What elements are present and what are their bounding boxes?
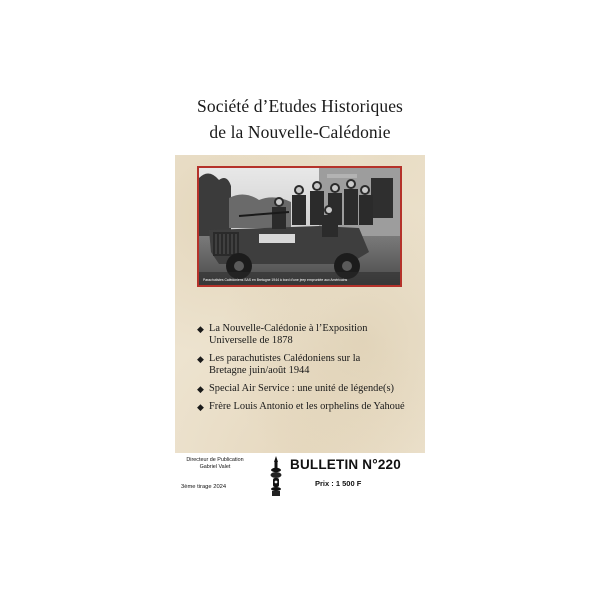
list-item [197,383,417,395]
director-name: Gabriel Valet [199,463,231,470]
society-title-line1: Société d’Etudes Historiques [197,96,403,116]
list-item-line1: Special Air Service : une unité de légende(s) [209,383,394,394]
society-title-line2: de la Nouvelle-Calédonie [209,122,391,142]
list-item-line1: La Nouvelle-Calédonie à l’Exposition [209,323,368,334]
bulletin-number: BULLETIN N°220 [290,457,401,472]
diamond-bullet-icon: ◆ [197,324,204,334]
contents-list [197,323,417,419]
footer-band [175,453,425,510]
director-label: Directeur de Publication [186,457,244,463]
list-item-line1: Frère Louis Antonio et les orphelins de Yahoué [209,401,405,412]
publication-director [180,457,250,470]
diamond-bullet-icon: ◆ [197,384,204,394]
list-item [197,323,417,347]
list-item-line1: Les parachutistes Calédoniens sur la [209,353,361,364]
print-run: 3ème tirage 2024 [181,484,227,490]
price-label: Prix : 1 500 F [315,479,362,488]
book-cover [175,88,425,510]
photo-caption: Parachutistes Calédoniens SAS en Bretagne 1944 à bord d’une jeep empruntée aux Américains [203,278,348,282]
cover-photo [197,166,402,287]
header-band [175,88,425,155]
list-item-line2: Bretagne juin/août 1944 [209,365,310,376]
list-item [197,353,417,377]
list-item [197,401,417,413]
diamond-bullet-icon: ◆ [197,402,204,412]
totem-logo-icon [269,456,283,496]
jeep-soldiers-photo [199,168,400,285]
list-item-line2: Universelle de 1878 [209,335,293,346]
diamond-bullet-icon: ◆ [197,354,204,364]
